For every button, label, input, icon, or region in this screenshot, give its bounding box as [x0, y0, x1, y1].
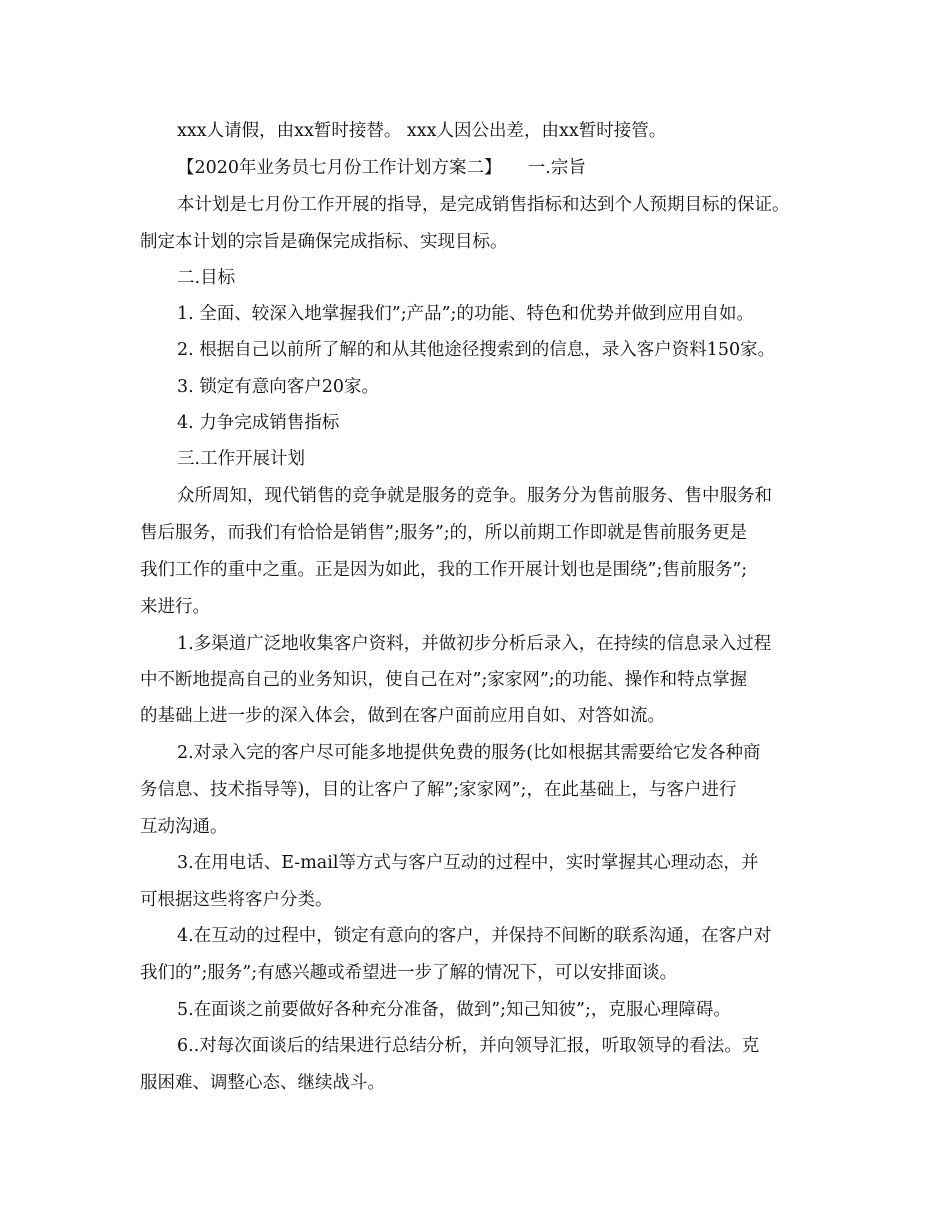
text-line: 2.对录入完的客户尽可能多地提供免费的服务(比如根据其需要给它发各种商: [177, 743, 761, 763]
text-line: 制定本计划的宗旨是确保完成指标、实现目标。: [140, 232, 508, 252]
text-line: 来进行。: [140, 597, 210, 617]
section-heading: 三.工作开展计划: [177, 449, 306, 469]
list-item: 3. 锁定有意向客户20家。: [177, 377, 380, 397]
text-line: 6..对每次面谈后的结果进行总结分析，并向领导汇报，听取领导的看法。克: [177, 1036, 760, 1056]
text-line: 中不断地提高自己的业务知识，使自己在对”;家家网”;的功能、操作和特点掌握: [140, 670, 748, 690]
section-heading: 二.目标: [177, 268, 236, 288]
text-line: 的基础上进一步的深入体会，做到在客户面前应用自如、对答如流。: [140, 706, 665, 726]
section-heading: 【2020年业务员七月份工作计划方案二】 一.宗旨: [177, 158, 586, 178]
text-line: 售后服务，而我们有恰恰是销售”;服务”;的，所以前期工作即就是售前服务更是: [140, 523, 748, 543]
text-line: 5.在面谈之前要做好各种充分准备，做到”;知己知彼”;，克服心理障碍。: [177, 1000, 731, 1020]
text-line: 本计划是七月份工作开展的指导，是完成销售指标和达到个人预期目标的保证。: [177, 195, 790, 215]
text-line: 4.在互动的过程中，锁定有意向的客户，并保持不间断的联系沟通，在客户对: [177, 926, 772, 946]
text-line: 1.多渠道广泛地收集客户资料，并做初步分析后录入，在持续的信息录入过程: [177, 634, 772, 654]
text-line: 互动沟通。: [140, 817, 228, 837]
text-line: 可根据这些将客户分类。: [140, 890, 333, 910]
text-line: 我们的”;服务”;有感兴趣或希望进一步了解的情况下，可以安排面谈。: [140, 963, 678, 983]
text-line: 众所周知，现代销售的竞争就是服务的竞争。服务分为售前服务、售中服务和: [177, 486, 772, 506]
text-line: xxx人请假，由xx暂时接替。 xxx人因公出差，由xx暂时接管。: [177, 121, 667, 141]
list-item: 1. 全面、较深入地掌握我们”;产品”;的功能、特色和优势并做到应用自如。: [177, 304, 754, 324]
text-line: 务信息、技术指导等)，目的让客户了解”;家家网”;，在此基础上，与客户进行: [140, 780, 737, 800]
list-item: 4. 力争完成销售指标: [177, 413, 340, 433]
text-line: 服困难、调整心态、继续战斗。: [140, 1073, 385, 1093]
text-line: 3.在用电话、E-mail等方式与客户互动的过程中，实时掌握其心理动态，并: [177, 853, 759, 873]
text-line: 我们工作的重中之重。正是因为如此，我的工作开展计划也是围绕”;售前服务”;: [140, 560, 748, 580]
list-item: 2. 根据自己以前所了解的和从其他途径搜索到的信息，录入客户资料150家。: [177, 340, 776, 360]
